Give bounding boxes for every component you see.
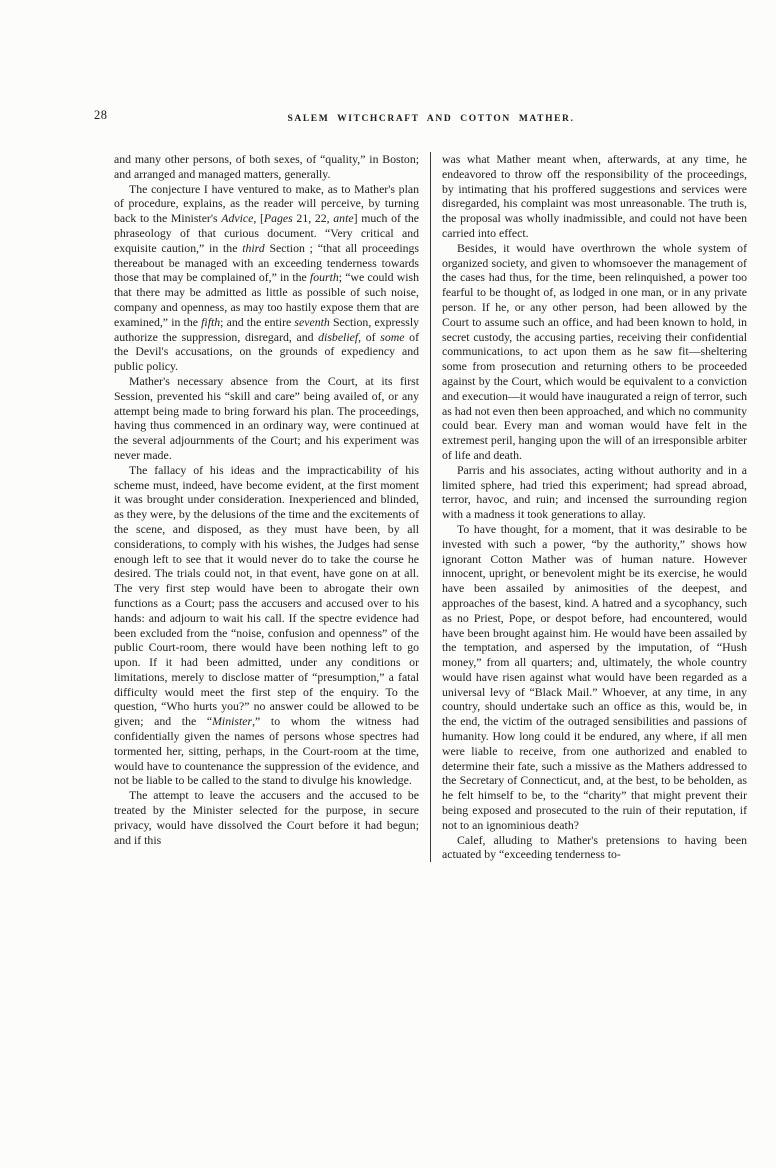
paragraph: Mather's necessary absence from the Court, at its first Session, prevented his “skill and care” being availed of, or any attempt being made to bring forward his plan. The proceedings, having thus commenced in an ordinary way, were continued at the several adjournments of the Court; and his experiment was never made. [114,373,419,462]
paragraph: was what Mather meant when, afterwards, at any time, he endeavored to throw off the responsibility of the proceedings, by intimating that his proffered suggestions and services were disregarded, his complaint was most unreasonable. The truth is, the proposal was wholly inadmissible, and could not have been carried into effect. [442,152,747,240]
paragraph: and many other persons, of both sexes, of “quality,” in Boston; and arranged and managed matters, generally. [114,152,419,181]
page-header [94,108,748,124]
paragraph: The fallacy of his ideas and the impracticability of his scheme must, indeed, have become evident, at the first moment it was brought under consideration. Inexperienced and blinded, as they were, by the delusions of the time and the excitements of the scene, and disposed, as they must have been, by all considerations, to comply with his wishes, the Judges had sense enough left to see that it would never do to take the course he desired. The trials could not, in that event, have gone on at all. The very first step would have been to abrogate their own functions as a Court; pass the accusers and accused over to his hands: and adjourn to wait his call. If the spectre evidence had been excluded from the “noise, confusion and openness” of the public Court-room, there would have been nothing left to go upon. If it had been admitted, under any conditions or limitations, merely to disclose matter of “presumption,” a fatal difficulty would meet the first step of the enquiry. To the question, “Who hurts you?” no answer could be allowed to be given; and the “Minister,” to whom the witness had confidentially given the names of persons whose spectres had tormented her, sitting, perhaps, in the Court-room at the time, would have to countenance the suppression of the evidence, and not be liable to be called to the stand to divulge his knowledge. [114,462,420,788]
paragraph: Parris and his associates, acting without authority and in a limited sphere, had tried this experiment; had spread abroad, terror, havoc, and ruin; and incensed the surrounding region with a madness it took generations to allay. [442,462,747,522]
paragraph: To have thought, for a moment, that it was desirable to be invested with such a power, “by the authority,” shows how ignorant Cotton Mather was of human nature. However innocent, upright, or benevolent might be its exercise, he would have been assailed by animosities of the deepest, and approaches of the basest, kind. A hatred and a sycophancy, such as no Priest, Pope, or despot before, had encountered, would have been brought against him. He would have been assailed by the temptation, and aspersed by the imputation, of “Hush money,” from all quarters; and, ultimately, the whole country would have risen against what would have been regarded as a universal levy of “Black Mail.” Whoever, at any time, in any country, should undertake such an office as this, would be, in the end, the victim of the outraged sensibilities and passions of humanity. How long could it be endured, any where, if all men were liable to receive, from one authorized and enabled to determine their fate, such a missive as the Mathers addressed to the Secretary of Connecticut, and, at the best, to be beholden, as he felt himself to be, to the “charity” that might prevent their being exposed and prosecuted to the ruin of their reputation, if not to an ignominious death? [442,521,747,832]
page-content [94,108,748,862]
paragraph: Besides, it would have overthrown the whole system of organized society, and given to whomsoever the management of the cases had thus, for the time, been relinquished, a power too fearful to be thought of, as lodged in one man, or in any private person. If he, or any other person, had been allowed by the Court to assume such an office, and had been known to hold, in secret custody, the accusing parties, receiving their confidential communications, to act upon them as he saw fit—sheltering some from prosecution and returning others to be proceeded against by the Court, which would be equivalent to a conviction and execution—it would have inaugurated a reign of terror, such as had not even then been approached, and which no community could bear. Every man and woman would have felt in the extremest peril, hanging upon the will of an irresponsible arbiter of life and death. [442,240,747,462]
paragraph: The conjecture I have ventured to make, as to Mather's plan of procedure, explains, as the reader will perceive, by turning back to the Minister's Advice, [Pages 21, 22, ante] much of the phraseology of that curious document. “Very critical and exquisite caution,” in the third Section ; “that all proceedings thereabout be managed with an exceeding tenderness towards those that may be complained of,” in the fourth; “we could wish that there may be admitted as little as possible of such noise, company and openness, as may too hastily expose them that are examined,” in the fifth; and the entire seventh Section, expressly authorize the suppression, disregard, and disbelief, of some of the Devil's accusations, on the grounds of expediency and public policy. [114,181,420,374]
page-number: 28 [94,108,108,122]
right-column [442,152,747,862]
running-title: SALEM WITCHCRAFT AND COTTON MATHER. [287,114,575,124]
text-columns [114,152,748,862]
paragraph: Calef, alluding to Mather's pretensions to having been actuated by “exceeding tenderness to- [442,832,747,862]
column-divider-rule [430,152,431,862]
paragraph: The attempt to leave the accusers and the accused to be treated by the Minister selected for the purpose, in secure privacy, would have dissolved the Court before it had begun; and if this [114,788,419,847]
left-column [114,152,419,862]
